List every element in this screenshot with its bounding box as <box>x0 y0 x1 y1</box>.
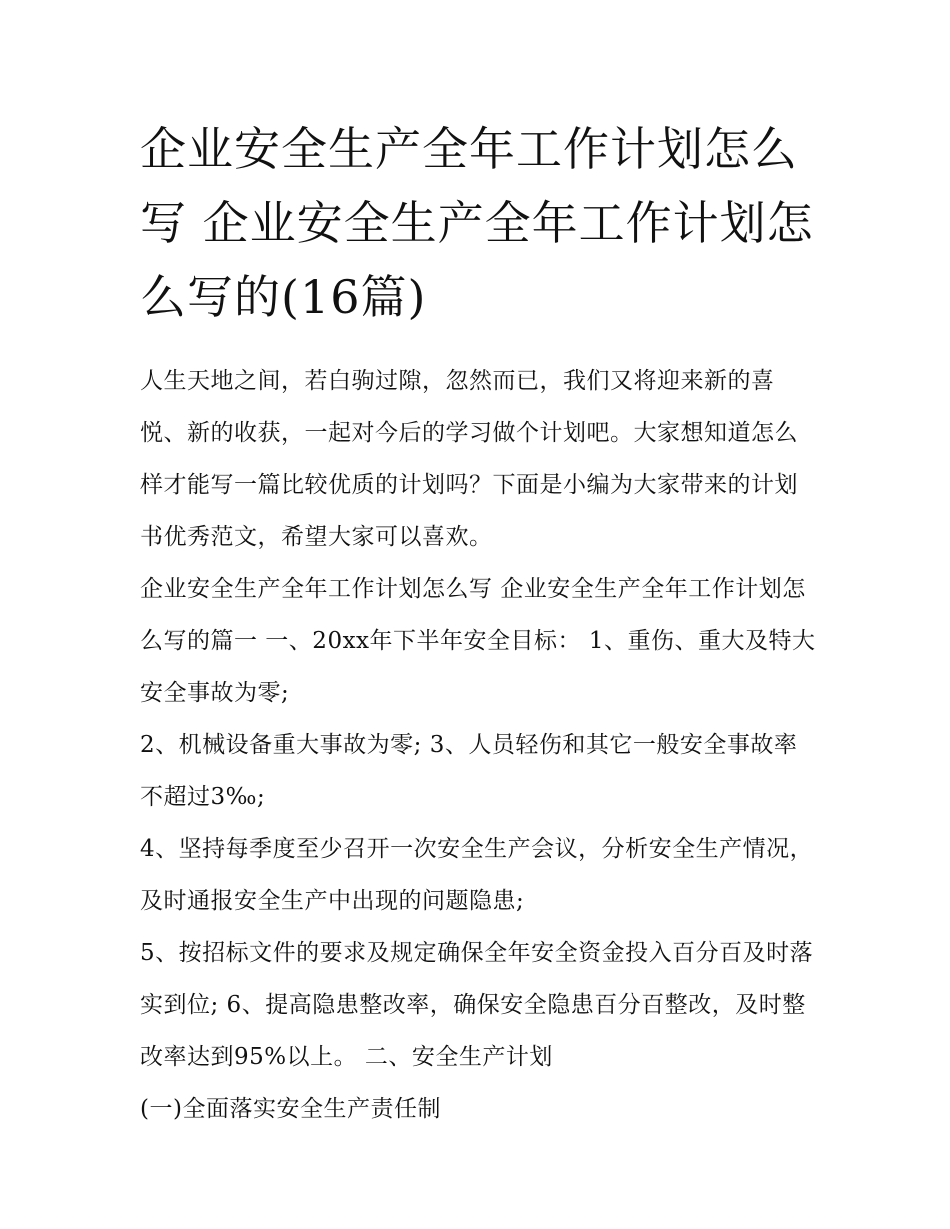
subsection-heading: (一)全面落实安全生产责任制 <box>140 1096 441 1122</box>
goal-5-6-paragraph: 5、按招标文件的要求及规定确保全年安全资金投入百分百及时落实到位; 6、提高隐患整改率，确保安全隐患百分百整改，及时整改率达到95%以上。 二、安全生产计划 <box>140 940 814 1070</box>
document-body <box>140 355 820 1135</box>
goal-2-3-paragraph: 2、机械设备重大事故为零; 3、人员轻伤和其它一般安全事故率不超过3‰; <box>140 732 798 810</box>
document-title: 企业安全生产全年工作计划怎么写 企业安全生产全年工作计划怎么写的(16篇) <box>140 122 814 324</box>
goal-4-paragraph: 4、坚持每季度至少召开一次安全生产会议，分析安全生产情况，及时通报安全生产中出现的问题隐患; <box>140 836 814 914</box>
intro-paragraph: 人生天地之间，若白驹过隙，忽然而已，我们又将迎来新的喜悦、新的收获，一起对今后的学习做个计划吧。大家想知道怎么样才能写一篇比较优质的计划吗？下面是小编为大家带来的计划书优秀范文，希望大家可以喜欢。 <box>140 368 798 550</box>
section-one-paragraph: 企业安全生产全年工作计划怎么写 企业安全生产全年工作计划怎么写的篇一 一、20xx年下半年安全目标： 1、重伤、重大及特大安全事故为零; <box>140 576 816 706</box>
